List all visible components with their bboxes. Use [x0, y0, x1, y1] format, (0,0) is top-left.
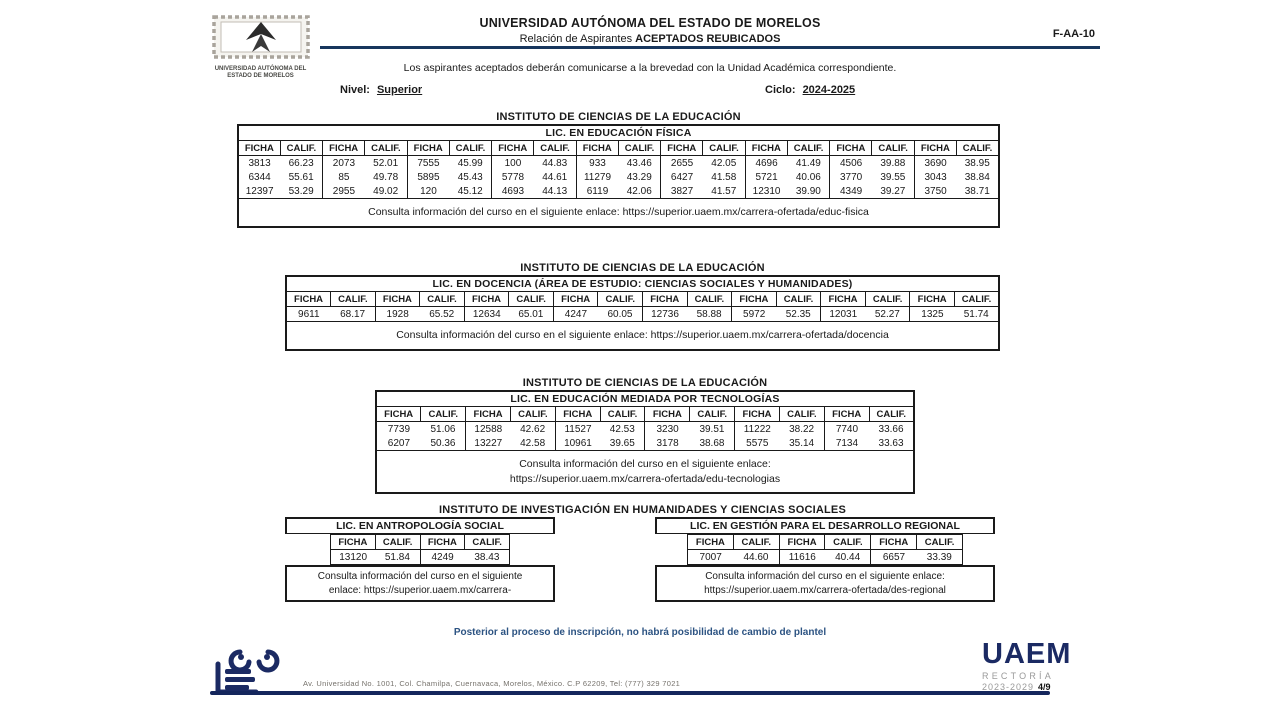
ficha-cell: 3178 [645, 436, 690, 451]
ficha-cell: 13120 [339, 551, 368, 563]
calif-cell: 40.44 [835, 551, 861, 563]
page-number: 4/9 [1038, 682, 1051, 692]
nivel-value: Superior [376, 84, 423, 96]
calif-cell: 33.39 [926, 551, 952, 563]
ficha-cell: 2073 [323, 156, 365, 171]
consulta-line: Consulta información del curso en el siguiente enlace: [705, 571, 945, 582]
calif-header-cell: CALIF. [534, 141, 576, 156]
calif-header-cell: CALIF. [733, 535, 779, 550]
ficha-cell: 4349 [830, 184, 872, 199]
ficha-header-cell: FICHA [492, 141, 534, 156]
calif-header-cell: CALIF. [600, 407, 645, 422]
calif-cell: 43.46 [626, 157, 652, 169]
consulta-text [376, 451, 914, 494]
ficha-header-cell: FICHA [376, 407, 421, 422]
calif-cell: 49.78 [373, 171, 399, 183]
institute-title-4: INSTITUTO DE INVESTIGACIÓN EN HUMANIDADES Y CIENCIAS SOCIALES [438, 504, 847, 516]
calif-header-cell: CALIF. [420, 292, 465, 307]
calif-cell: 45.43 [457, 171, 483, 183]
consulta-line: Consulta información del curso en el siguiente enlace: [519, 458, 771, 470]
program-title: LIC. EN GESTIÓN PARA EL DESARROLLO REGIONAL [655, 517, 995, 534]
calif-cell: 39.88 [880, 157, 906, 169]
consulta-line: Consulta información del curso en el siguiente [317, 571, 523, 582]
ficha-cell: 6344 [248, 171, 271, 183]
calif-cell: 40.06 [795, 171, 821, 183]
calif-cell: 45.12 [457, 185, 483, 197]
calif-header-cell: CALIF. [703, 141, 745, 156]
seal-caption: UNIVERSIDAD AUTÓNOMA DEL ESTADO DE MORELOS [214, 66, 307, 80]
calif-header-cell: CALIF. [449, 141, 491, 156]
calif-cell: 33.63 [878, 437, 904, 449]
ficha-cell: 6119 [576, 184, 618, 199]
calif-cell: 51.06 [430, 423, 456, 435]
calif-cell: 51.74 [963, 308, 989, 320]
ficha-header-cell: FICHA [735, 407, 780, 422]
institute-title-3: INSTITUTO DE CIENCIAS DE LA EDUCACIÓN [522, 377, 768, 389]
ficha-header-cell: FICHA [779, 535, 825, 550]
ficha-header-cell: FICHA [645, 407, 690, 422]
subtitle-prefix: Relación de Aspirantes [519, 33, 636, 45]
calif-header-cell: CALIF. [779, 407, 824, 422]
consulta-line: https://superior.uaem.mx/carrera-ofertada/edu-tecnologias [509, 472, 781, 485]
ficha-cell: 2655 [661, 156, 703, 171]
ficha-cell: 12588 [466, 422, 511, 437]
ficha-header-cell: FICHA [643, 292, 688, 307]
footer-address: Av. Universidad No. 1001, Col. Chamilpa, Cuernavaca, Morelos, México. C.P 62209, Tel: (777) 329 7021 [303, 679, 681, 688]
program-title: LIC. EN ANTROPOLOGÍA SOCIAL [285, 517, 555, 534]
consulta-text [655, 565, 995, 602]
calif-cell: 41.58 [711, 171, 737, 183]
calif-cell: 68.17 [340, 308, 366, 320]
ficha-header-cell: FICHA [821, 292, 866, 307]
ficha-header-cell: FICHA [871, 535, 917, 550]
calif-header-cell: CALIF. [598, 292, 643, 307]
calif-cell: 42.62 [520, 423, 546, 435]
ficha-cell: 3690 [914, 156, 956, 171]
calif-header-cell: CALIF. [365, 141, 407, 156]
university-seal-icon [211, 14, 311, 60]
calif-cell: 66.23 [288, 157, 314, 169]
subtitle-bold: ACEPTADOS REUBICADOS [635, 33, 781, 45]
calif-header-cell: CALIF. [331, 292, 376, 307]
ficha-cell: 5972 [732, 307, 777, 322]
ficha-cell: 933 [576, 156, 618, 171]
ciclo-value: 2024-2025 [802, 84, 856, 96]
calif-header-cell: CALIF. [465, 535, 510, 550]
ficha-header-cell: FICHA [464, 292, 509, 307]
header-divider [320, 46, 1100, 49]
footer-divider-bar [210, 691, 1050, 695]
ficha-cell: 7739 [387, 423, 411, 435]
calif-cell: 52.27 [874, 308, 900, 320]
page-title: UNIVERSIDAD AUTÓNOMA DEL ESTADO DE MORELOS [479, 16, 821, 30]
ficha-cell: 1928 [375, 307, 420, 322]
ficha-cell: 100 [492, 156, 534, 171]
table-desarrollo-regional [655, 517, 995, 602]
notice-text: Los aspirantes aceptados deberán comunicarse a la brevedad con la Unidad Académica correspondiente. [403, 62, 897, 74]
ficha-cell: 5778 [492, 170, 534, 184]
table-docencia [285, 275, 1000, 351]
calif-header-cell: CALIF. [872, 141, 914, 156]
page-subtitle [320, 33, 980, 45]
table-edu-tecnologias [375, 390, 915, 494]
consulta-line: Consulta información del curso en el siguiente enlace: https://superior.uaem.mx/carrera-ofertada/docencia [396, 329, 889, 341]
ficha-header-cell: FICHA [688, 535, 734, 550]
program-title: LIC. EN DOCENCIA (ÁREA DE ESTUDIO: CIENCIAS SOCIALES Y HUMANIDADES) [432, 278, 853, 290]
scores-mini-table [687, 534, 963, 565]
ficha-cell: 7007 [699, 551, 722, 563]
rectoria-years [982, 682, 1102, 692]
ficha-cell: 1325 [910, 307, 955, 322]
calif-cell: 38.71 [964, 185, 990, 197]
calif-cell: 39.27 [880, 185, 906, 197]
calif-cell: 65.01 [518, 308, 544, 320]
ficha-cell: 6207 [387, 437, 411, 449]
calif-cell: 49.02 [373, 185, 399, 197]
program-title: LIC. EN EDUCACIÓN FÍSICA [545, 127, 692, 139]
table-antropologia-social [285, 517, 555, 602]
calif-cell: 44.61 [542, 171, 568, 183]
ficha-cell: 4247 [553, 307, 598, 322]
calif-header-cell: CALIF. [869, 407, 914, 422]
calif-cell: 41.49 [795, 157, 821, 169]
ficha-cell: 3230 [645, 422, 690, 437]
ficha-header-cell: FICHA [420, 535, 465, 550]
institute-title-1: INSTITUTO DE CIENCIAS DE LA EDUCACIÓN [496, 111, 741, 123]
program-title: LIC. EN EDUCACIÓN MEDIADA POR TECNOLOGÍAS [510, 393, 780, 405]
ficha-cell: 7134 [824, 436, 869, 451]
calif-cell: 53.29 [288, 185, 314, 197]
ficha-cell: 85 [323, 170, 365, 184]
ficha-cell: 2955 [323, 184, 365, 199]
ficha-cell: 3813 [248, 157, 271, 169]
calif-header-cell: CALIF. [618, 141, 660, 156]
calif-header-cell: CALIF. [776, 292, 821, 307]
calif-cell: 45.99 [457, 157, 483, 169]
table-educacion-fisica [237, 124, 1000, 228]
uaem-wordmark [982, 640, 1102, 692]
calif-header-cell: CALIF. [865, 292, 910, 307]
ciclo-label: Ciclo: [765, 84, 796, 96]
consulta-text [238, 199, 999, 227]
calif-header-cell: CALIF. [375, 535, 420, 550]
calif-cell: 65.52 [429, 308, 455, 320]
ciclo-field [765, 84, 855, 96]
ficha-cell: 9611 [298, 308, 320, 320]
calif-cell: 39.90 [795, 185, 821, 197]
ficha-cell: 11616 [779, 550, 825, 565]
calif-cell: 52.35 [785, 308, 811, 320]
calif-cell: 41.57 [711, 185, 737, 197]
calif-cell: 33.66 [878, 423, 904, 435]
calif-cell: 38.22 [789, 423, 815, 435]
footer-warning: Posterior al proceso de inscripción, no habrá posibilidad de cambio de plantel [453, 627, 827, 638]
header-title-block [320, 16, 980, 45]
calif-cell: 35.14 [789, 437, 815, 449]
calif-header-cell: CALIF. [690, 407, 735, 422]
ficha-header-cell: FICHA [331, 535, 376, 550]
calif-header-cell: CALIF. [687, 292, 732, 307]
ficha-header-cell: FICHA [661, 141, 703, 156]
calif-cell: 38.68 [699, 437, 725, 449]
scores-mini-table [330, 534, 510, 565]
calif-cell: 39.65 [609, 437, 635, 449]
ficha-header-cell: FICHA [375, 292, 420, 307]
ficha-cell: 12031 [821, 307, 866, 322]
calif-cell: 44.83 [542, 157, 568, 169]
nivel-label: Nivel: [340, 84, 370, 96]
ficha-cell: 12310 [745, 184, 787, 199]
nivel-field [340, 84, 422, 96]
ficha-header-cell: FICHA [555, 407, 600, 422]
calif-header-cell: CALIF. [825, 535, 871, 550]
ficha-header-cell: FICHA [238, 141, 280, 156]
calif-cell: 38.43 [474, 551, 500, 563]
calif-cell: 44.60 [743, 551, 769, 563]
ficha-cell: 12634 [464, 307, 509, 322]
ficha-header-cell: FICHA [576, 141, 618, 156]
calif-header-cell: CALIF. [280, 141, 322, 156]
ficha-cell: 3750 [914, 184, 956, 199]
calif-cell: 39.55 [880, 171, 906, 183]
consulta-line: enlace: https://superior.uaem.mx/carrera- [328, 584, 512, 596]
ficha-cell: 7555 [407, 156, 449, 171]
ficha-cell: 3043 [914, 170, 956, 184]
calif-cell: 42.53 [609, 423, 635, 435]
consulta-line: Consulta información del curso en el siguiente enlace: https://superior.uaem.mx/carrera-ofertada/educ-fisica [368, 206, 869, 218]
ficha-cell: 5721 [745, 170, 787, 184]
calif-cell: 52.01 [373, 157, 399, 169]
uaem-logo-text: UAEM [982, 638, 1072, 670]
ficha-cell: 11527 [555, 422, 600, 437]
rectoria-label: RECTORÍA [982, 671, 1054, 681]
ficha-header-cell: FICHA [910, 292, 955, 307]
calif-cell: 60.05 [607, 308, 633, 320]
ficha-cell: 4693 [492, 184, 534, 199]
calif-cell: 42.05 [711, 157, 737, 169]
calif-cell: 42.06 [626, 185, 652, 197]
calif-cell: 38.84 [964, 171, 990, 183]
form-code: F-AA-10 [1052, 28, 1095, 40]
calif-cell: 42.58 [520, 437, 546, 449]
calif-cell: 43.29 [626, 171, 652, 183]
calif-header-cell: CALIF. [917, 535, 963, 550]
ficha-cell: 6657 [871, 550, 917, 565]
calif-header-cell: CALIF. [421, 407, 466, 422]
ficha-header-cell: FICHA [286, 292, 331, 307]
ficha-cell: 120 [407, 184, 449, 199]
calif-header-cell: CALIF. [787, 141, 829, 156]
ficha-cell: 7740 [824, 422, 869, 437]
ficha-cell: 10961 [555, 436, 600, 451]
ficha-cell: 4696 [745, 156, 787, 171]
ficha-cell: 11222 [735, 422, 780, 437]
ficha-header-cell: FICHA [732, 292, 777, 307]
calif-cell: 39.51 [699, 423, 725, 435]
consulta-text [285, 565, 555, 602]
ficha-cell: 13227 [466, 436, 511, 451]
ficha-header-cell: FICHA [323, 141, 365, 156]
calif-header-cell: CALIF. [510, 407, 555, 422]
ficha-header-cell: FICHA [914, 141, 956, 156]
ficha-header-cell: FICHA [553, 292, 598, 307]
ficha-cell: 3827 [661, 184, 703, 199]
ficha-header-cell: FICHA [745, 141, 787, 156]
calif-cell: 50.36 [430, 437, 456, 449]
ficha-header-cell: FICHA [466, 407, 511, 422]
calif-cell: 44.13 [542, 185, 568, 197]
calif-cell: 55.61 [288, 171, 314, 183]
calif-header-cell: CALIF. [954, 292, 999, 307]
ficha-cell: 4249 [420, 550, 465, 565]
ficha-cell: 4506 [830, 156, 872, 171]
ficha-cell: 12397 [245, 185, 274, 197]
ficha-cell: 3770 [830, 170, 872, 184]
ficha-cell: 5895 [407, 170, 449, 184]
calif-header-cell: CALIF. [509, 292, 554, 307]
institute-title-2: INSTITUTO DE CIENCIAS DE LA EDUCACIÓN [520, 262, 765, 274]
ficha-cell: 12736 [643, 307, 688, 322]
calif-cell: 38.95 [964, 157, 990, 169]
ficha-cell: 5575 [735, 436, 780, 451]
consulta-text [286, 322, 999, 350]
calif-header-cell: CALIF. [957, 141, 999, 156]
calif-cell: 58.88 [696, 308, 722, 320]
ficha-header-cell: FICHA [830, 141, 872, 156]
ficha-header-cell: FICHA [407, 141, 449, 156]
years-label: 2023-2029 [982, 682, 1035, 692]
ficha-header-cell: FICHA [824, 407, 869, 422]
calif-cell: 51.84 [384, 551, 410, 563]
ficha-cell: 6427 [661, 170, 703, 184]
consulta-line: https://superior.uaem.mx/carrera-ofertada/des-regional [704, 584, 946, 596]
ficha-cell: 11279 [576, 170, 618, 184]
